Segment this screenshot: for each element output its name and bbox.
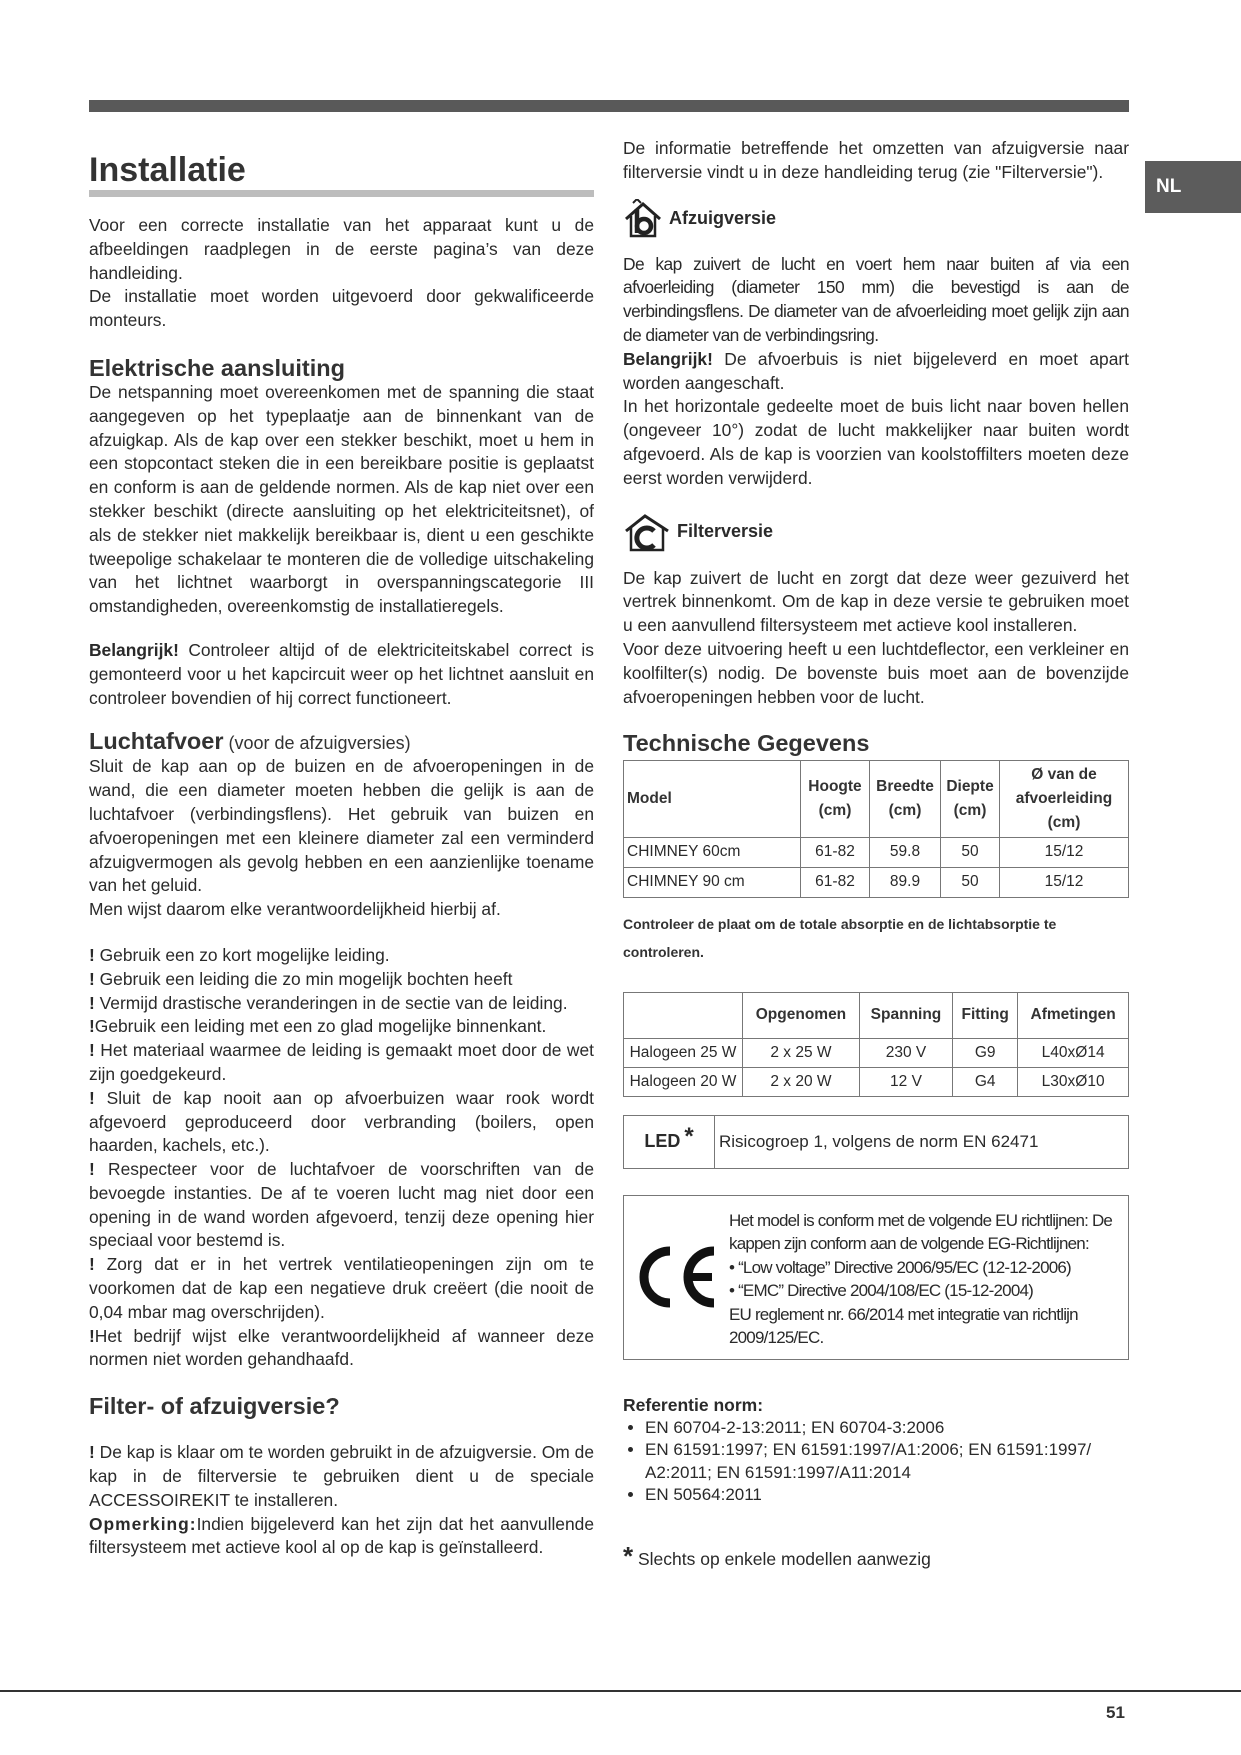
- table-row: [624, 1067, 1129, 1096]
- exhaust-text: [623, 253, 1129, 348]
- led-box: [623, 1115, 1129, 1169]
- exhaust-description: De kap zuivert de lucht en voert hem naar buiten af via een afvoerleiding (diameter 150 mm) die bevestigd is aan de verbindingsflens. De diameter van de afvoerleiding moet gelijk zijn aan de diameter van de verbindingsring.: [623, 253, 1129, 345]
- intro-text-2: De installatie moet worden uitgevoerd door gekwalificeerde monteurs.: [89, 286, 594, 331]
- elec-text: De netspanning moet overeenkomen met de spanning die staat aangegeven op het typeplaatje aan de binnenkant van de afzuigkap. Als de kap over een stekker beschikt, moet u hem in een stopcontact steken die in een bereikbare positie is geplaatst en conform is aan de geldende normen. Als de kap niet over een stekker beschikt (directe aansluiting op het elektriciteitsnet), of als de stekker niet makkelijk bereikbaar is, dient u een geschikte tweepolige schakelaar te monteren die de volledige uitschakeling van het lichtnet waarborgt in overspanningscategorie III omstandigheden, overeenkomstig de installatieregels.: [89, 381, 594, 617]
- list-item: • EN 50564:2011: [645, 1484, 1129, 1507]
- ref-list: [623, 1417, 1129, 1507]
- table-cell: L40xØ14: [1018, 1038, 1129, 1067]
- table-cell: 12 V: [859, 1067, 952, 1096]
- ce-logo: [634, 1245, 720, 1309]
- list-item: • EN 60704-2-13:2011; EN 60704-3:2006: [645, 1417, 1129, 1440]
- convert-text: De informatie betreffende het omzetten van afzuigversie naar filterversie vindt u in deze handleiding terug (zie "Filterversie").: [623, 138, 1129, 182]
- check-note: Controleer de plaat om de totale absorptie en de lichtabsorptie te controleren.: [623, 915, 1057, 960]
- exhaust-house-icon: [623, 199, 663, 239]
- table-cell: 89.9: [870, 867, 941, 897]
- warning-item: [89, 1253, 594, 1324]
- remark-label: Opmerking:: [89, 1513, 197, 1534]
- table-cell: 2 x 25 W: [743, 1038, 860, 1067]
- warning-item: [89, 968, 594, 992]
- warning-mark: !: [89, 944, 95, 965]
- important-text: Controleer altijd of de elektriciteitskabel correct is gemonteerd voor u het kapcircuit weer op het lichtnet aansluit en controleer bovendien of hij correct functioneert.: [89, 639, 594, 708]
- filter-house-icon: [623, 511, 671, 553]
- ce-line: kappen zijn conform aan de volgende EG-Richtlijnen:: [729, 1234, 1089, 1254]
- asterisk-icon: *: [623, 1540, 634, 1571]
- air-heading-sub: (voor de afzuigversies): [223, 733, 411, 754]
- important-label: Belangrijk!: [89, 639, 179, 660]
- list-item: • EN 61591:1997; EN 61591:1997/A1:2006; EN 61591:1997/ A2:2011; EN 61591:1997/A11:2014: [645, 1439, 1129, 1484]
- table-header: [624, 992, 743, 1038]
- warning-mark: !: [89, 992, 95, 1013]
- tech-heading: Technische Gegevens: [623, 730, 870, 757]
- warning-mark: !: [89, 1442, 95, 1463]
- ce-text: [729, 1205, 1112, 1350]
- left-column: [89, 148, 594, 1560]
- led-label: [624, 1116, 715, 1168]
- warning-text: Sluit de kap nooit aan op afvoerbuizen waar rook wordt afgevoerd geproduceerd door verbranding (boilers, open haarden, kachels, etc.).: [89, 1087, 594, 1156]
- led-text: Risicogroep 1, volgens de norm EN 62471: [719, 1131, 1039, 1151]
- table-header: Ø van de afvoerleiding (cm): [1000, 761, 1129, 837]
- warning-mark: !: [89, 1040, 95, 1061]
- table-cell: L30xØ10: [1018, 1067, 1129, 1096]
- important-label: Belangrijk!: [623, 348, 713, 369]
- warnings-list: [89, 944, 594, 1372]
- warning-item: [89, 1087, 594, 1158]
- ce-line: 2009/125/EC.: [729, 1328, 824, 1348]
- warning-item: [89, 992, 594, 1016]
- top-rule: [89, 100, 1129, 112]
- table-cell: CHIMNEY 90 cm: [624, 867, 801, 897]
- table-header: Spanning: [859, 992, 952, 1038]
- filter-text: De kap zuivert de lucht en zorgt dat deze weer gezuiverd het vertrek binnenkomt. Om de kap in deze versie te gebruiken moet u een aanvullend filtersysteem met actieve kool installeren.: [623, 567, 1129, 636]
- warning-item: [89, 1325, 594, 1373]
- language-tab: [1145, 161, 1241, 213]
- warning-item: [89, 1015, 594, 1039]
- page-number: 51: [1106, 1703, 1125, 1722]
- elec-important: [89, 639, 594, 710]
- filter-text: De kap is klaar om te worden gebruikt in de afzuigversie. Om de kap in de filterversie te gebruiken dient u de speciale ACCESSOIREKIT te installeren.: [89, 1442, 594, 1510]
- air-text: Sluit de kap aan op de buizen en de afvoeropeningen in de wand, die een diameter moeten hebben die gelijk is aan de luchtafvoer (verbindingsflens). Het gebruik van buizen en afvoeropeningen met een kleinere diameter zal een verminderd afzuigvermogen als gevolg hebben en een aanzienlijke toename van het geluid.: [89, 756, 594, 896]
- filter-text-2: Voor deze uitvoering heeft u een luchtdeflector, een verkleiner en koolfilter(s) nodig. De bovenste buis moet aan de bovenzijde afvoeropeningen hebben voor de lucht.: [623, 638, 1129, 707]
- ce-mark-icon: [624, 1245, 729, 1309]
- warning-mark: !: [89, 1254, 95, 1275]
- table-header: Afmetingen: [1018, 992, 1129, 1038]
- table-cell: G4: [953, 1067, 1018, 1096]
- exhaust-important: [623, 348, 1129, 396]
- elec-heading: Elektrische aansluiting: [89, 354, 345, 381]
- table-row: [624, 837, 1129, 867]
- table-cell: 15/12: [1000, 837, 1129, 867]
- warning-mark: !: [89, 1016, 95, 1037]
- warning-text: Het materiaal waarmee de leiding is gemaakt moet door de wet zijn goedgekeurd.: [89, 1040, 594, 1084]
- air-heading: [89, 726, 594, 758]
- intro-text: Voor een correcte installatie van het apparaat kunt u de afbeeldingen raadplegen in de eerste pagina’s van deze handleiding.: [89, 215, 594, 283]
- table-row: [624, 867, 1129, 897]
- language-label: NL: [1156, 176, 1182, 197]
- air-heading-title: Luchtafvoer: [89, 728, 224, 755]
- air-text-2: Men wijst daarom elke verantwoordelijkheid hierbij af.: [89, 899, 501, 920]
- warning-text: Gebruik een leiding met een zo glad mogelijke binnenkant.: [94, 1016, 547, 1037]
- right-column: [623, 137, 1129, 1572]
- bottom-rule: [0, 1690, 1241, 1692]
- filter-or-exhaust-text: [89, 1441, 594, 1512]
- table-header: Opgenomen: [743, 992, 860, 1038]
- important-text: De afvoerbuis is niet bijgeleverd en moet apart worden aangeschaft.: [623, 348, 1129, 393]
- filter-or-exhaust-heading: Filter- of afzuigversie?: [89, 1393, 340, 1420]
- table-header: Hoogte (cm): [801, 761, 870, 837]
- exhaust-version-label: [623, 199, 1129, 239]
- warning-item: [89, 1039, 594, 1087]
- exhaust-label: Afzuigversie: [669, 207, 777, 228]
- footnote-text: Slechts op enkele modellen aanwezig: [633, 1548, 931, 1569]
- warning-item: [89, 1158, 594, 1253]
- ce-box: [623, 1195, 1129, 1360]
- ce-line: EU reglement nr. 66/2014 met integratie van richtlijn: [729, 1304, 1078, 1324]
- table-cell: CHIMNEY 60cm: [624, 837, 801, 867]
- table-cell: Halogeen 20 W: [624, 1067, 743, 1096]
- filter-version-label: [623, 511, 1129, 553]
- warning-text: Zorg dat er in het vertrek ventilatieopeningen zijn om te voorkomen dat de kap een negatieve druk creëert (die nooit de 0,04 mbar mag overschrijden).: [89, 1254, 594, 1322]
- tech-table: [623, 760, 1129, 897]
- table-header: Breedte (cm): [870, 761, 941, 837]
- exhaust-text-2: In het horizontale gedeelte moet de buis licht naar boven hellen (ongeveer 10°) zodat de lucht makkelijker naar buiten wordt afgevoerd. Als de kap is voorzien van koolstoffilters moeten deze eerst worden verwijderd.: [623, 396, 1129, 488]
- warning-mark: !: [89, 1325, 95, 1346]
- warning-text: Gebruik een zo kort mogelijke leiding.: [94, 944, 390, 965]
- warning-text: Gebruik een leiding die zo min mogelijk bochten heeft: [94, 968, 513, 989]
- ref-heading: Referentie norm:: [623, 1394, 764, 1415]
- ce-line: • “Low voltage” Directive 2006/95/EC (12-12-2006): [729, 1257, 1071, 1277]
- table-cell: 230 V: [859, 1038, 952, 1067]
- table-cell: 61-82: [801, 837, 870, 867]
- table-header-row: [624, 761, 1129, 837]
- page-title: Installatie: [89, 151, 246, 189]
- led-label-text: LED: [644, 1130, 681, 1151]
- table-cell: 50: [941, 837, 1000, 867]
- table-cell: G9: [953, 1038, 1018, 1067]
- warning-mark: !: [89, 1159, 95, 1180]
- warning-item: [89, 944, 594, 968]
- table-header-row: [624, 992, 1129, 1038]
- table-row: [624, 1038, 1129, 1067]
- warning-text: Respecteer voor de luchtafvoer de voorschriften van de bevoegde instanties. De af te voeren lucht mag niet door een opening in de wand worden afgevoerd, tenzij deze opening hier speciaal voor bestemd is.: [89, 1159, 594, 1251]
- table-header: Fitting: [953, 992, 1018, 1038]
- table-cell: 2 x 20 W: [743, 1067, 860, 1096]
- ce-line: • “EMC” Directive 2004/108/EC (15-12-2004): [729, 1281, 1033, 1301]
- table-header: Diepte (cm): [941, 761, 1000, 837]
- warning-mark: !: [89, 1087, 95, 1108]
- filter-label: Filterversie: [677, 520, 774, 541]
- table-cell: 15/12: [1000, 867, 1129, 897]
- warning-text: Het bedrijf wijst elke verantwoordelijkheid af wanneer deze normen niet worden gehandhaafd.: [89, 1325, 594, 1370]
- lamp-table: [623, 992, 1129, 1097]
- table-cell: 59.8: [870, 837, 941, 867]
- warning-text: Vermijd drastische veranderingen in de sectie van de leiding.: [94, 992, 568, 1013]
- table-header: Model: [624, 761, 801, 837]
- asterisk-icon: *: [684, 1122, 694, 1150]
- table-cell: Halogeen 25 W: [624, 1038, 743, 1067]
- ce-line: Het model is conform met de volgende EU richtlijnen: De: [729, 1210, 1113, 1230]
- remark: [89, 1513, 594, 1561]
- remark-text: Indien bijgeleverd kan het zijn dat het aanvullende filtersysteem met actieve kool al op de kap is geïnstalleerd.: [89, 1513, 594, 1558]
- footnote: [623, 1540, 1129, 1572]
- table-cell: 50: [941, 867, 1000, 897]
- warning-mark: !: [89, 968, 95, 989]
- table-cell: 61-82: [801, 867, 870, 897]
